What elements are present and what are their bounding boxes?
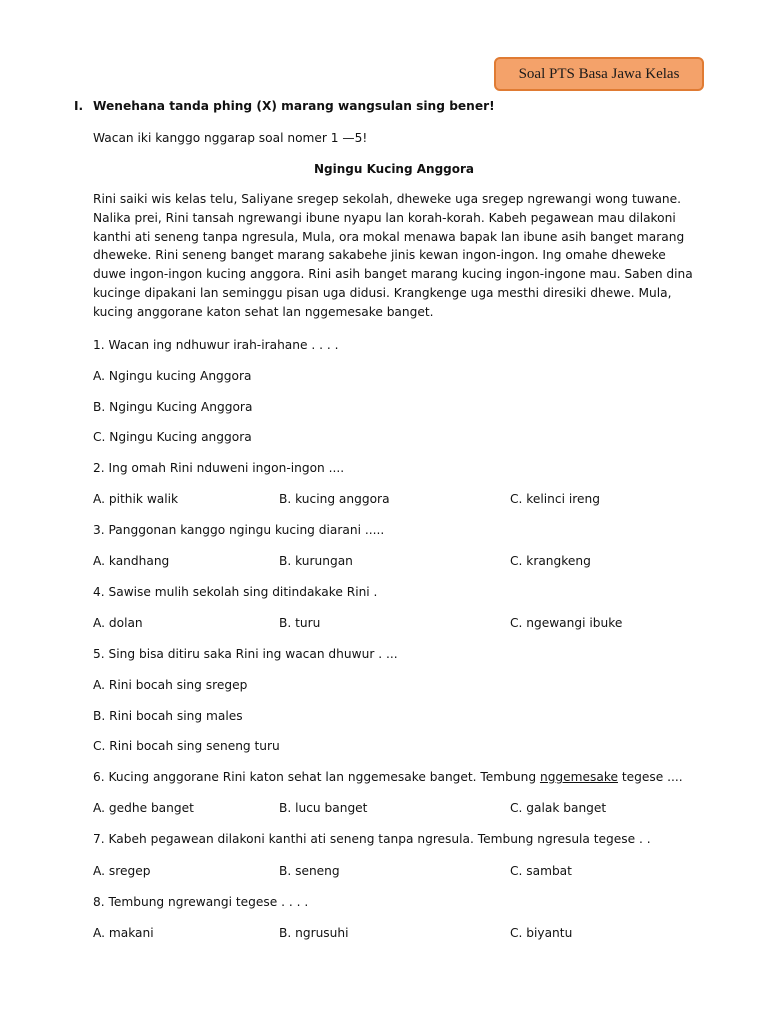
question-6-text-after: tegese .... [617,770,683,784]
question-8-option-c: C. biyantu [510,926,573,940]
question-3-option-c: C. krangkeng [510,554,591,568]
exam-title-badge: Soal PTS Basa Jawa Kelas [494,57,704,91]
question-5-option-b: B. Rini bocah sing males [93,709,243,723]
question-8-option-a: A. makani [93,926,154,940]
question-6-option-a: A. gedhe banget [93,801,194,815]
question-7-option-a: A. sregep [93,864,151,878]
question-7-option-c: C. sambat [510,864,572,878]
question-6-underlined-word: nggemesake [539,770,618,784]
question-7: 7. Kabeh pegawean dilakoni kanthi ati seneng tanpa ngresula. Tembung ngresula tegese . . [93,832,651,846]
question-4-option-b: B. turu [279,616,321,630]
question-2-option-b: B. kucing anggora [279,492,390,506]
story-paragraph: Rini saiki wis kelas telu, Saliyane sregep sekolah, dheweke uga sregep ngrewangi wong tuwane. Nalika prei, Rini tansah ngrewangi ibune nyapu lan korah-korah. Kabeh pegawean mau dilakoni kanthi ati seneng tanpa ngresula, Mula, ora mokal menawa bapak lan ibune asih banget marang dheweke. Rini seneng banget marang sakabehe jinis kewan ingon-ingon. Ing omahe dheweke duwe ingon-ingon kucing anggora. Rini asih banget marang kucing ingon-ingone mau. Saben dina kucinge dipakani lan seminggu pisan uga didusi. Krangkenge uga mesthi diresiki dhewe. Mula, kucing anggorane katon sehat lan nggemesake banget. [93,192,693,319]
question-3-option-a: A. kandhang [93,554,170,568]
question-7-option-b: B. seneng [279,864,340,878]
question-8-option-b: B. ngrusuhi [279,926,349,940]
question-2-option-c: C. kelinci ireng [510,492,600,506]
question-5: 5. Sing bisa ditiru saka Rini ing wacan dhuwur . ... [93,647,398,661]
question-5-option-a: A. Rini bocah sing sregep [93,678,248,692]
section-number: I. [74,99,84,113]
story-title: Ngingu Kucing Anggora [313,162,475,176]
question-6-option-b: B. lucu banget [279,801,368,815]
question-5-option-c: C. Rini bocah sing seneng turu [93,739,280,753]
question-6 [93,770,683,784]
question-6-text-before: 6. Kucing anggorane Rini katon sehat lan nggemesake banget. Tembung [93,770,540,784]
question-1: 1. Wacan ing ndhuwur irah-irahane . . . . [93,338,339,352]
question-3: 3. Panggonan kanggo ngingu kucing diarani ..... [93,523,385,537]
section-instruction [74,99,714,113]
question-6-option-c: C. galak banget [510,801,607,815]
question-2-option-a: A. pithik walik [93,492,179,506]
section-instruction-text: Wenehana tanda phing (X) marang wangsulan sing bener! [93,99,495,113]
question-1-option-a: A. Ngingu kucing Anggora [93,369,252,383]
question-4: 4. Sawise mulih sekolah sing ditindakake Rini . [93,585,378,599]
question-4-option-a: A. dolan [93,616,143,630]
question-3-option-b: B. kurungan [279,554,353,568]
question-8: 8. Tembung ngrewangi tegese . . . . [93,895,309,909]
question-4-option-c: C. ngewangi ibuke [510,616,623,630]
question-1-option-c: C. Ngingu Kucing anggora [93,430,252,444]
question-2: 2. Ing omah Rini nduweni ingon-ingon .... [93,461,345,475]
question-1-option-b: B. Ngingu Kucing Anggora [93,400,253,414]
reading-intro: Wacan iki kanggo nggarap soal nomer 1 —5! [93,131,368,145]
